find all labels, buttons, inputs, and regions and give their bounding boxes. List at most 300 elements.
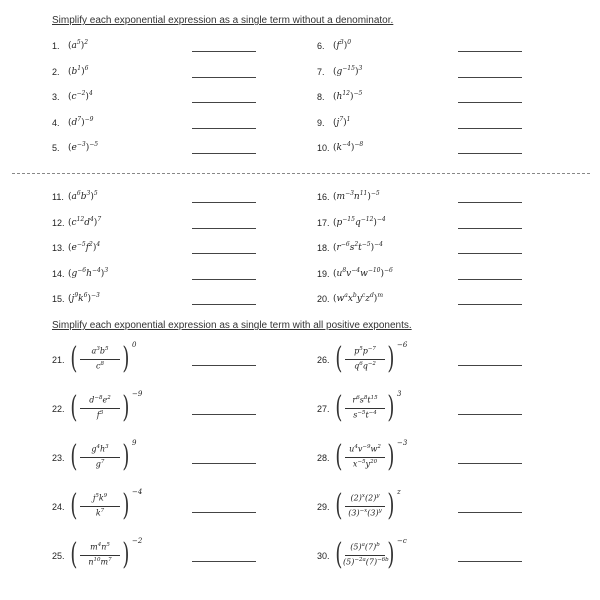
- exponent: 4: [96, 241, 101, 248]
- parenthesis: (: [333, 192, 337, 202]
- base-variable: b: [80, 192, 87, 202]
- parenthesis: ): [370, 243, 375, 253]
- base-variable: k: [95, 508, 101, 518]
- base-variable: s: [359, 395, 364, 405]
- base-variable: d: [84, 217, 90, 228]
- exponent: 5: [104, 346, 109, 352]
- exponent: −2: [76, 90, 86, 97]
- exponent: −15: [342, 215, 355, 223]
- fraction-numerator: [343, 346, 387, 356]
- base-variable: f: [336, 41, 340, 51]
- parenthesis: ): [343, 117, 347, 128]
- base-variable: z: [365, 294, 370, 304]
- base-variable: m: [100, 557, 109, 567]
- problem-expression: [68, 241, 100, 253]
- parenthesis: (: [333, 41, 337, 51]
- problem-expression: [68, 90, 93, 102]
- exponent: 4: [97, 542, 102, 548]
- exponent: 3: [105, 444, 109, 450]
- exponent: b: [352, 292, 357, 299]
- section-divider: [12, 173, 590, 174]
- outer-exponent: −4: [132, 488, 143, 496]
- problem-number: 15.: [52, 294, 65, 304]
- answer-blank[interactable]: [192, 77, 256, 78]
- problem-number: 22.: [52, 404, 65, 414]
- problem-expression: [333, 241, 383, 253]
- exponent: −4: [376, 215, 386, 223]
- exponent: 7: [77, 115, 82, 123]
- fraction-numerator: [78, 444, 122, 454]
- exponent: 10: [93, 557, 101, 563]
- answer-blank[interactable]: [192, 414, 256, 415]
- base-variable: s: [353, 410, 358, 420]
- parenthesis: (5): [343, 557, 355, 567]
- exponent: −9: [362, 444, 371, 450]
- base-variable: j: [71, 294, 75, 304]
- answer-blank[interactable]: [192, 253, 256, 254]
- base-variable: g: [336, 66, 343, 77]
- left-parenthesis: (: [70, 488, 78, 523]
- exponent: 8: [100, 361, 104, 367]
- exponent: −9: [84, 115, 94, 123]
- parenthesis: ): [81, 66, 85, 77]
- base-variable: e: [71, 143, 77, 153]
- answer-blank[interactable]: [458, 365, 522, 366]
- exponent: −5: [357, 459, 366, 465]
- base-variable: v: [357, 444, 363, 454]
- exponent: −4: [91, 266, 101, 274]
- answer-blank[interactable]: [458, 561, 522, 562]
- left-parenthesis: (: [335, 537, 343, 572]
- base-variable: h: [86, 268, 92, 279]
- fraction-numerator: [343, 493, 387, 503]
- exponent: 9: [103, 493, 108, 499]
- exponent: 2: [377, 444, 381, 450]
- problem-number: 17.: [317, 217, 330, 228]
- answer-blank[interactable]: [192, 102, 256, 103]
- fraction-numerator: [78, 542, 122, 552]
- right-parenthesis: ): [387, 390, 395, 425]
- problem-number: 18.: [317, 243, 330, 253]
- problem-number: 21.: [52, 355, 65, 365]
- left-parenthesis: (: [70, 341, 78, 376]
- parenthesis: (: [68, 268, 72, 279]
- exponent: −12: [360, 215, 374, 223]
- left-parenthesis: (: [70, 537, 78, 572]
- fraction-numerator: [343, 395, 387, 405]
- fraction-denominator: [343, 557, 387, 567]
- base-variable: c: [96, 361, 101, 371]
- exponent: 4: [96, 444, 100, 450]
- exponent: 5: [95, 493, 99, 499]
- base-variable: g: [95, 459, 101, 469]
- parenthesis: (: [68, 41, 72, 51]
- base-variable: d: [71, 117, 78, 128]
- fraction-bar: [80, 555, 120, 556]
- problem-number: 10.: [317, 143, 330, 153]
- problem-number: 20.: [317, 294, 330, 304]
- base-variable: w: [336, 294, 345, 304]
- problem-expression: [333, 216, 386, 228]
- parenthesis: ): [373, 217, 377, 228]
- exponent: −4: [341, 141, 351, 148]
- parenthesis: (: [68, 243, 72, 253]
- exponent: 3: [96, 346, 100, 352]
- base-variable: n: [88, 557, 94, 567]
- base-variable: m: [336, 192, 346, 202]
- answer-blank[interactable]: [192, 365, 256, 366]
- base-variable: r: [336, 243, 341, 253]
- problem-number: 11.: [52, 192, 64, 202]
- exponent: −7: [367, 346, 376, 352]
- exponent: −x: [359, 508, 368, 514]
- parenthesis: ): [373, 294, 378, 304]
- answer-blank[interactable]: [192, 463, 256, 464]
- exponent: d: [369, 292, 374, 299]
- parenthesis: ): [380, 268, 384, 279]
- base-variable: a: [71, 192, 77, 202]
- problem-expression: [68, 39, 88, 51]
- problem-number: 19.: [317, 268, 330, 279]
- problem-expression: [333, 190, 380, 202]
- exponent: −4: [374, 241, 383, 248]
- parenthesis: (: [333, 117, 337, 128]
- exponent: b: [376, 542, 380, 548]
- exponent: −4: [351, 266, 361, 274]
- answer-blank[interactable]: [458, 102, 522, 103]
- parenthesis: (2): [350, 493, 362, 503]
- parenthesis: ): [92, 243, 97, 253]
- exponent: 11: [359, 190, 368, 197]
- exponent: 5: [359, 346, 363, 352]
- parenthesis: (5): [350, 542, 362, 552]
- base-variable: j: [336, 117, 340, 128]
- fraction-bar: [80, 506, 120, 507]
- exponent: m: [377, 292, 384, 299]
- answer-blank[interactable]: [458, 128, 522, 129]
- parenthesis: ): [90, 192, 94, 202]
- base-variable: p: [336, 217, 343, 228]
- exponent: 12: [76, 215, 85, 223]
- right-parenthesis: ): [122, 341, 130, 376]
- problem-number: 29.: [317, 502, 330, 512]
- base-variable: b: [99, 346, 105, 356]
- exponent: −15: [342, 64, 355, 72]
- answer-blank[interactable]: [192, 561, 256, 562]
- base-variable: x: [352, 459, 358, 469]
- problem-expression: [68, 216, 101, 228]
- exponent: 6: [83, 292, 88, 299]
- problem-expression: [68, 141, 98, 153]
- base-variable: k: [78, 294, 84, 304]
- exponent: −10: [367, 266, 381, 274]
- outer-exponent: −c: [397, 537, 407, 545]
- fraction-bar: [80, 408, 120, 409]
- exponent: 2: [84, 39, 89, 46]
- parenthesis: (: [333, 143, 337, 153]
- parenthesis: ): [87, 294, 91, 304]
- exponent: 12: [342, 90, 350, 97]
- answer-blank[interactable]: [192, 228, 256, 229]
- exponent: 0: [347, 39, 352, 46]
- exponent: −5: [357, 410, 366, 416]
- base-variable: m: [90, 542, 98, 552]
- parenthesis: (: [68, 143, 72, 153]
- parenthesis: (7): [365, 557, 378, 567]
- base-variable: q: [354, 217, 361, 228]
- base-variable: h: [99, 444, 106, 454]
- right-parenthesis: ): [122, 390, 130, 425]
- problem-expression: [333, 292, 383, 304]
- base-variable: b: [71, 66, 78, 77]
- exponent: 8: [342, 266, 347, 274]
- answer-blank[interactable]: [192, 279, 256, 280]
- parenthesis: ): [100, 268, 105, 279]
- exponent: y: [376, 493, 380, 499]
- answer-blank[interactable]: [458, 279, 522, 280]
- exponent: a: [361, 542, 365, 548]
- base-variable: t: [367, 395, 371, 405]
- exponent: −3: [345, 190, 354, 197]
- exponent: 15: [370, 395, 378, 401]
- fraction-bar: [345, 457, 385, 458]
- problem-expression: [68, 190, 98, 202]
- base-variable: e: [71, 243, 77, 253]
- base-variable: v: [346, 268, 352, 279]
- exponent: 1: [346, 115, 351, 123]
- base-variable: f: [85, 243, 90, 253]
- exponent: 2: [354, 241, 359, 248]
- base-variable: x: [347, 294, 353, 304]
- answer-blank[interactable]: [458, 512, 522, 513]
- right-parenthesis: ): [122, 488, 130, 523]
- exponent: −5: [370, 190, 380, 197]
- problem-number: 12.: [52, 217, 65, 228]
- left-parenthesis: (: [335, 439, 343, 474]
- problem-expression: [333, 65, 362, 77]
- exponent: 5: [93, 190, 98, 197]
- parenthesis: (2): [365, 493, 377, 503]
- left-parenthesis: (: [70, 390, 78, 425]
- problem-number: 30.: [317, 551, 330, 561]
- problem-expression: [333, 90, 362, 102]
- outer-exponent: 9: [132, 439, 137, 447]
- outer-exponent: z: [397, 488, 401, 496]
- exponent: −2: [367, 361, 376, 367]
- base-variable: g: [71, 268, 78, 279]
- parenthesis: (: [68, 294, 72, 304]
- fraction-denominator: [78, 459, 122, 469]
- problem-expression: [333, 141, 363, 153]
- exponent: −8: [354, 141, 364, 148]
- parenthesis: (: [333, 217, 337, 228]
- problem-expression: [333, 39, 351, 51]
- exponent: 7: [108, 557, 112, 563]
- base-variable: p: [354, 346, 360, 356]
- problem-number: 4.: [52, 117, 60, 128]
- base-variable: d: [89, 395, 95, 405]
- problem-number: 6.: [317, 41, 325, 51]
- exponent: 4: [89, 215, 94, 223]
- right-parenthesis: ): [122, 537, 130, 572]
- problem-number: 9.: [317, 117, 325, 128]
- fraction-denominator: [343, 410, 387, 420]
- exponent: y: [378, 508, 382, 514]
- exponent: 6: [356, 395, 360, 401]
- problem-number: 25.: [52, 551, 65, 561]
- exponent: 4: [354, 444, 358, 450]
- parenthesis: (: [68, 92, 72, 102]
- problem-number: 28.: [317, 453, 330, 463]
- exponent: −6b: [377, 557, 389, 563]
- fraction-bar: [80, 457, 120, 458]
- left-parenthesis: (: [335, 488, 343, 523]
- answer-blank[interactable]: [458, 202, 522, 203]
- problem-number: 7.: [317, 66, 325, 77]
- parenthesis: (: [333, 66, 337, 77]
- fraction-bar: [345, 506, 385, 507]
- outer-exponent: −9: [132, 390, 143, 398]
- exponent: 5: [76, 39, 81, 46]
- answer-blank[interactable]: [192, 51, 256, 52]
- answer-blank[interactable]: [192, 128, 256, 129]
- problem-number: 14.: [52, 268, 65, 279]
- fraction-denominator: [78, 361, 122, 371]
- problem-expression: [333, 267, 393, 279]
- base-variable: a: [91, 346, 97, 356]
- base-variable: h: [336, 92, 343, 102]
- problem-number: 5.: [52, 143, 60, 153]
- parenthesis: (: [333, 92, 337, 102]
- exponent: 6: [76, 190, 81, 197]
- fraction-bar: [80, 359, 120, 360]
- exponent: −5: [76, 241, 86, 248]
- exponent: 7: [339, 115, 344, 123]
- base-variable: t: [358, 243, 362, 253]
- parenthesis: (3): [367, 508, 379, 518]
- base-variable: j: [92, 493, 96, 503]
- base-variable: g: [91, 444, 97, 454]
- exponent: x: [361, 493, 365, 499]
- answer-blank[interactable]: [192, 512, 256, 513]
- exponent: −6: [384, 266, 393, 274]
- answer-blank[interactable]: [458, 304, 522, 305]
- problem-expression: [68, 292, 100, 304]
- answer-blank[interactable]: [458, 228, 522, 229]
- base-variable: t: [365, 410, 369, 420]
- answer-blank[interactable]: [458, 77, 522, 78]
- fraction-denominator: [343, 459, 387, 469]
- problem-number: 27.: [317, 404, 330, 414]
- parenthesis: (: [68, 217, 72, 228]
- answer-blank[interactable]: [458, 253, 522, 254]
- base-variable: r: [352, 395, 357, 405]
- base-variable: y: [356, 294, 362, 304]
- exponent: 3: [358, 64, 363, 72]
- left-parenthesis: (: [70, 439, 78, 474]
- right-parenthesis: ): [122, 439, 130, 474]
- answer-blank[interactable]: [458, 463, 522, 464]
- fraction-numerator: [78, 493, 122, 503]
- outer-exponent: −6: [397, 341, 408, 349]
- exponent: 20: [370, 459, 378, 465]
- parenthesis: ): [80, 41, 85, 51]
- exponent: 6: [359, 361, 363, 367]
- parenthesis: ): [81, 117, 85, 128]
- fraction-denominator: [343, 508, 387, 518]
- exponent: 9: [74, 292, 79, 299]
- problem-number: 23.: [52, 453, 65, 463]
- answer-blank[interactable]: [192, 202, 256, 203]
- parenthesis: ): [349, 92, 354, 102]
- right-parenthesis: ): [387, 439, 395, 474]
- fraction-numerator: [343, 444, 387, 454]
- parenthesis: ): [85, 92, 89, 102]
- parenthesis: (: [68, 192, 72, 202]
- exponent: 7: [100, 508, 105, 514]
- base-variable: e: [102, 395, 108, 405]
- exponent: −3: [76, 141, 86, 148]
- exponent: −5: [361, 241, 371, 248]
- base-variable: w: [370, 444, 378, 454]
- exponent: 5: [106, 542, 110, 548]
- fraction-denominator: [78, 410, 122, 420]
- answer-blank[interactable]: [192, 153, 256, 154]
- base-variable: a: [71, 41, 77, 51]
- problem-number: 26.: [317, 355, 330, 365]
- parenthesis: (: [333, 243, 337, 253]
- exponent: −5: [89, 141, 99, 148]
- exponent: −8: [94, 395, 103, 401]
- instructions-part1: Simplify each exponential expression as a single term without a denominator.: [52, 15, 394, 26]
- exponent: 3: [104, 266, 109, 274]
- problem-number: 8.: [317, 92, 325, 102]
- base-variable: n: [101, 542, 107, 552]
- problem-number: 3.: [52, 92, 60, 102]
- answer-blank[interactable]: [458, 51, 522, 52]
- exponent: 4: [88, 90, 93, 97]
- instructions-part2: Simplify each exponential expression as a single term with all positive exponents.: [52, 320, 412, 331]
- exponent: −3: [90, 292, 100, 299]
- base-variable: q: [362, 361, 368, 371]
- base-variable: y: [365, 459, 371, 469]
- parenthesis: ): [367, 192, 371, 202]
- exponent: 7: [100, 459, 105, 465]
- right-parenthesis: ): [387, 341, 395, 376]
- problem-number: 24.: [52, 502, 65, 512]
- problem-number: 2.: [52, 66, 60, 77]
- problem-number: 1.: [52, 41, 60, 51]
- exponent: 6: [84, 64, 89, 72]
- answer-blank[interactable]: [458, 153, 522, 154]
- fraction-numerator: [78, 395, 122, 405]
- fraction-denominator: [343, 361, 387, 371]
- outer-exponent: 3: [397, 390, 402, 398]
- exponent: 3: [339, 39, 344, 46]
- exponent: c: [361, 292, 366, 299]
- exponent: 3: [86, 190, 91, 197]
- outer-exponent: −2: [132, 537, 143, 545]
- answer-blank[interactable]: [458, 414, 522, 415]
- problem-expression: [333, 116, 350, 128]
- fraction-denominator: [78, 508, 122, 518]
- exponent: −6: [77, 266, 87, 274]
- answer-blank[interactable]: [192, 304, 256, 305]
- problem-expression: [68, 267, 108, 279]
- problem-expression: [68, 116, 93, 128]
- fraction-bar: [345, 555, 385, 556]
- exponent: 8: [363, 395, 368, 401]
